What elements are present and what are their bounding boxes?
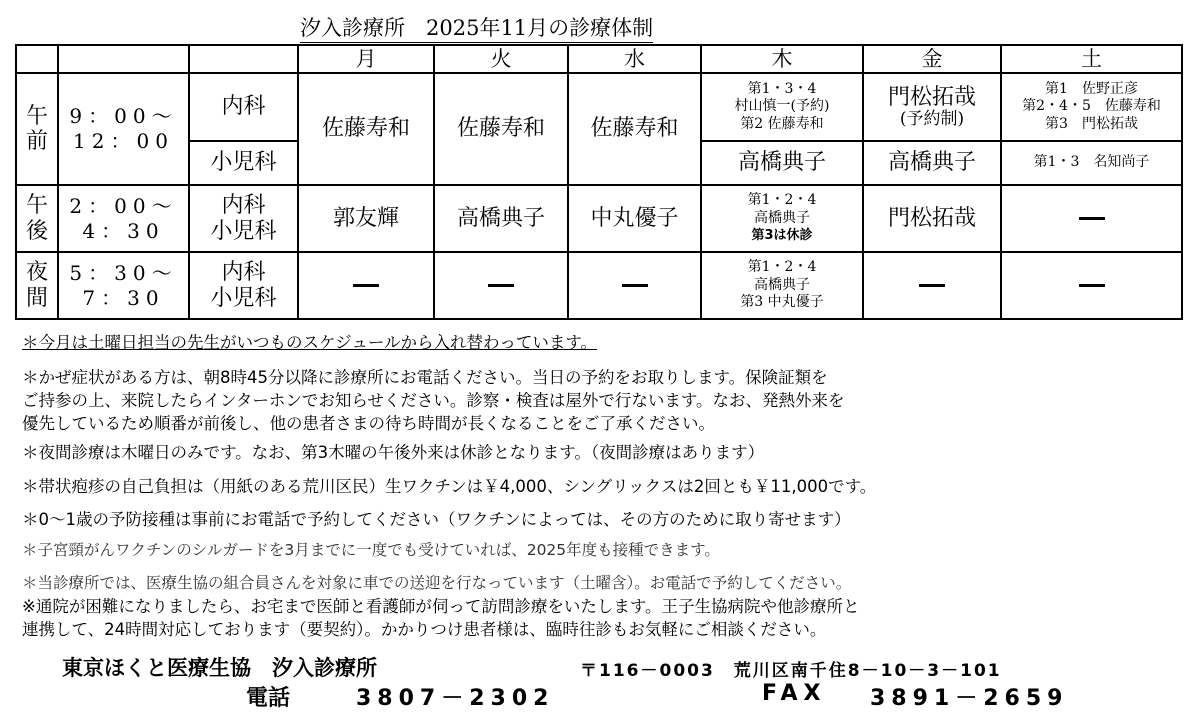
note-home-visit: ※通院が困難になりましたら、お宅まで医師と看護師が伺って訪問診療をいたします。王子生協病院や他診療所と <box>22 597 860 616</box>
none-dash <box>353 284 379 287</box>
am-wed: 佐藤寿和 <box>568 73 701 185</box>
night-tue <box>434 252 568 319</box>
night-sat <box>1001 252 1182 319</box>
day-thu: 木 <box>701 45 863 73</box>
note-transport: ＊当診療所では、医療生協の組合員さんを対象に車での送迎を行なっています（土曜含）。お電話で予約してください。 <box>22 574 852 592</box>
night-mon <box>298 252 434 319</box>
note-saturday: ＊今月は土曜日担当の先生がいつものスケジュールから入れ替わっています。 <box>22 333 598 352</box>
am-time: 9：00～ 12：00 <box>58 73 189 185</box>
am-fri-pediatrics: 高橋典子 <box>863 141 1001 185</box>
night-time: 5：30～ 7：30 <box>58 252 189 319</box>
none-dash <box>919 284 945 287</box>
am-thu-pediatrics: 高橋典子 <box>701 141 863 185</box>
none-dash <box>488 284 514 287</box>
night-fri <box>863 252 1001 319</box>
pm-time: 2：00～ 4：30 <box>58 185 189 252</box>
am-label: 午 前 <box>16 73 58 185</box>
none-dash <box>1079 217 1105 220</box>
night-thu: 第1・2・4 高橋典子 第3 中丸優子 <box>701 252 863 319</box>
day-sat: 土 <box>1001 45 1182 73</box>
am-dept-pediatrics: 小児科 <box>189 141 298 185</box>
footer-tel-label: 電話 <box>246 686 291 711</box>
day-tue: 火 <box>434 45 568 73</box>
am-thu-internal: 第1・3・4 村山慎一(予約) 第2 佐藤寿和 <box>701 73 863 141</box>
day-wed: 水 <box>568 45 701 73</box>
night-wed <box>568 252 701 319</box>
am-dept-internal: 内科 <box>189 73 298 141</box>
note-hpv: ＊子宮頸がんワクチンのシルガードを3月までに一度でも受けていれば、2025年度も接種できます。 <box>22 541 720 559</box>
note-cold-2: ご持参の上、来院したらインターホンでお知らせください。診察・検査は屋外で行ないます。なお、発熱外来を <box>22 391 845 410</box>
none-dash <box>622 284 648 287</box>
page-title: 汐入診療所 2025年11月の診療体制 <box>300 14 653 43</box>
night-dept: 内科 小児科 <box>189 252 298 319</box>
pm-fri: 門松拓哉 <box>863 185 1001 252</box>
note-shingles: ＊帯状疱疹の自己負担は（用紙のある荒川区民）生ワクチンは￥4,000、シングリックスは2回とも￥11,000です。 <box>22 477 877 496</box>
pm-tue: 高橋典子 <box>434 185 568 252</box>
pm-wed: 中丸優子 <box>568 185 701 252</box>
pm-row <box>16 185 1182 252</box>
note-vaccination: ＊0～1歳の予防接種は事前にお電話で予約してください（ワクチンによっては、その方のために取り寄せます） <box>22 510 851 529</box>
am-row-internal <box>16 73 1182 141</box>
note-cold: ＊かぜ症状がある方は、朝8時45分以降に診療所にお電話ください。当日の予約をお取りします。保険証類を <box>22 368 828 387</box>
pm-label: 午 後 <box>16 185 58 252</box>
pm-sat <box>1001 185 1182 252</box>
pm-dept: 内科 小児科 <box>189 185 298 252</box>
pm-mon: 郭友輝 <box>298 185 434 252</box>
note-night: ＊夜間診療は木曜日のみです。なお、第3木曜の午後外来は休診となります。（夜間診療はあります） <box>22 443 765 462</box>
none-dash <box>1079 284 1105 287</box>
footer-address: 〒116－0003 荒川区南千住8－10－3－101 <box>580 661 1002 681</box>
schedule-table <box>15 44 1183 320</box>
am-mon: 佐藤寿和 <box>298 73 434 185</box>
night-row <box>16 252 1182 319</box>
footer-fax: 3891－2659 <box>870 686 1069 711</box>
am-fri-internal: 門松拓哉 (予約制) <box>863 73 1001 141</box>
am-sat-internal: 第1 佐野正彦 第2・4・5 佐藤寿和 第3 門松拓哉 <box>1001 73 1182 141</box>
footer-fax-label: FAX <box>762 681 827 706</box>
header-row <box>16 45 1182 73</box>
note-cold-3: 優先しているため順番が前後し、他の患者さまの待ち時間が長くなることをご了承ください。 <box>22 414 715 433</box>
pm-thu: 第1・2・4 高橋典子 第3は休診 <box>701 185 863 252</box>
night-label: 夜 間 <box>16 252 58 319</box>
footer-tel: 3807－2302 <box>356 686 555 711</box>
day-mon: 月 <box>298 45 434 73</box>
note-home-visit-2: 連携して、24時間対応しております（要契約）。かかりつけ患者様は、臨時往診もお気軽にご相談ください。 <box>22 620 827 639</box>
footer-org: 東京ほくと医療生協 汐入診療所 <box>62 656 377 680</box>
am-sat-pediatrics: 第1・3 名知尚子 <box>1001 141 1182 185</box>
am-tue: 佐藤寿和 <box>434 73 568 185</box>
day-fri: 金 <box>863 45 1001 73</box>
